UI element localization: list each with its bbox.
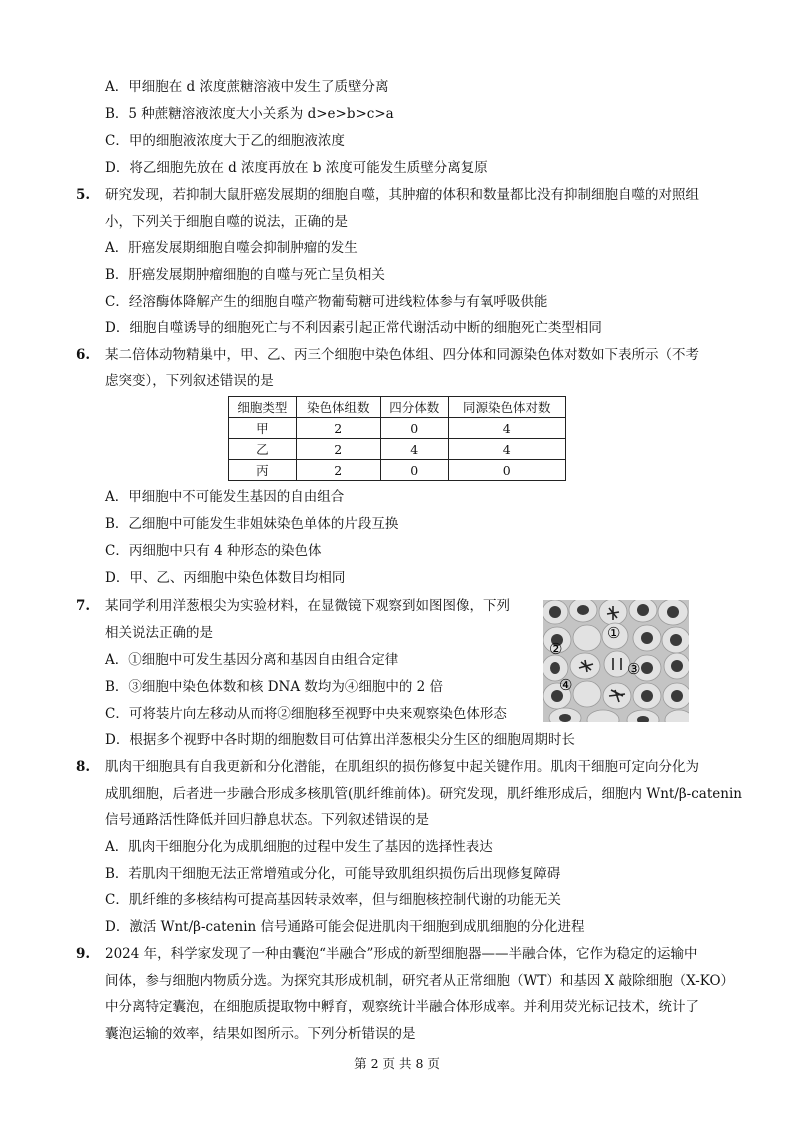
q6-number: 6.	[76, 347, 91, 363]
image-label-1: ①	[607, 624, 621, 642]
q6-option-b: B．乙细胞中可能发生非姐妹染色单体的片段互换	[105, 516, 399, 532]
q5-option-d: D．细胞自噬诱导的细胞死亡与不利因素引起正常代谢活动中断的细胞死亡类型相同	[105, 320, 602, 336]
q6-stem-line: 虑突变），下列叙述错误的是	[105, 373, 274, 389]
q7-stem-line: 相关说法正确的是	[105, 625, 213, 641]
page-number-footer: 第 2 页 共 8 页	[354, 1056, 440, 1071]
q7-option-a: A．①细胞中可发生基因分离和基因自由组合定律	[105, 652, 399, 668]
table-cell: 0	[380, 460, 448, 481]
q6-option-d: D．甲、乙、丙细胞中染色体数目均相同	[105, 570, 346, 586]
q5-stem-line: 小，下列关于细胞自噬的说法，正确的是	[105, 214, 348, 230]
q6-option-a: A．甲细胞中不可能发生基因的自由组合	[105, 489, 345, 505]
q5-option-c: C．经溶酶体降解产生的细胞自噬产物葡萄糖可进线粒体参与有氧呼吸供能	[105, 294, 548, 310]
q7-option-d: D．根据多个视野中各时期的细胞数目可估算出洋葱根尖分生区的细胞周期时长	[105, 732, 575, 748]
q9-stem-line: 间体，参与细胞内物质分选。为探究其形成机制，研究者从正常细胞（WT）和基因 X 敲除细胞（X-KO）	[105, 973, 735, 989]
table-header-cell: 染色体组数	[296, 397, 380, 418]
image-label-4: ④	[559, 676, 573, 694]
q5-number: 5.	[76, 187, 91, 203]
table-cell: 4	[380, 439, 448, 460]
q8-stem-line: 成肌细胞，后者进一步融合形成多核肌管(肌纤维前体)。研究发现，肌纤维形成后，细胞内 Wnt/β-catenin	[105, 786, 742, 802]
q5-option-a: A．肝癌发展期细胞自噬会抑制肿瘤的发生	[105, 240, 358, 256]
table-cell: 2	[296, 460, 380, 481]
image-label-3: ③	[627, 660, 641, 678]
table-cell: 丙	[229, 460, 297, 481]
table-cell: 4	[448, 439, 565, 460]
q8-option-c: C．肌纤维的多核结构可提高基因转录效率，但与细胞核控制代谢的功能无关	[105, 892, 561, 908]
q9-stem-line: 囊泡运输的效率，结果如图所示。下列分析错误的是	[105, 1026, 416, 1042]
q4-option-b: B．5 种蔗糖溶液浓度大小关系为 d>e>b>c>a	[105, 106, 394, 122]
table-cell: 甲	[229, 418, 297, 439]
table-cell: 2	[296, 439, 380, 460]
table-row	[229, 439, 566, 460]
q9-number: 9.	[76, 946, 91, 962]
q8-stem-line: 信号通路活性降低并回归静息状态。下列叙述错误的是	[105, 812, 429, 828]
q7-number: 7.	[76, 598, 91, 614]
table-header-cell: 同源染色体对数	[448, 397, 565, 418]
image-label-2: ②	[549, 640, 563, 658]
table-cell: 乙	[229, 439, 297, 460]
table-row	[229, 418, 566, 439]
q7-option-c: C．可将装片向左移动从而将②细胞移至视野中央来观察染色体形态	[105, 706, 507, 722]
q8-option-d: D．激活 Wnt/β-catenin 信号通路可能会促进肌肉干细胞到成肌细胞的分化进程	[105, 919, 585, 935]
microscope-image	[543, 600, 689, 722]
q4-option-d: D．将乙细胞先放在 d 浓度再放在 b 浓度可能发生质壁分离复原	[105, 160, 488, 176]
table-header-cell: 细胞类型	[229, 397, 297, 418]
q5-stem-line: 研究发现，若抑制大鼠肝癌发展期的细胞自噬，其肿瘤的体积和数量都比没有抑制细胞自噬的对照组	[105, 187, 699, 203]
table-cell: 4	[448, 418, 565, 439]
q5-option-b: B．肝癌发展期肿瘤细胞的自噬与死亡呈负相关	[105, 267, 385, 283]
q8-option-b: B．若肌肉干细胞无法正常增殖或分化，可能导致肌组织损伤后出现修复障碍	[105, 866, 561, 882]
table-header-row	[229, 397, 566, 418]
q8-option-a: A．肌肉干细胞分化为成肌细胞的过程中发生了基因的选择性表达	[105, 839, 493, 855]
table-cell: 0	[380, 418, 448, 439]
q4-option-c: C．甲的细胞液浓度大于乙的细胞液浓度	[105, 133, 345, 149]
q9-stem-line: 中分离特定囊泡，在细胞质提取物中孵育，观察统计半融合体形成率。并利用荧光标记技术，统计了	[105, 999, 699, 1015]
q8-number: 8.	[76, 759, 91, 775]
table-cell: 2	[296, 418, 380, 439]
q6-stem-line: 某二倍体动物精巢中，甲、乙、丙三个细胞中染色体组、四分体和同源染色体对数如下表所示（不考	[105, 347, 699, 363]
q7-option-b: B．③细胞中染色体数和核 DNA 数均为④细胞中的 2 倍	[105, 679, 444, 695]
q6-option-c: C．丙细胞中只有 4 种形态的染色体	[105, 543, 322, 559]
table-cell: 0	[448, 460, 565, 481]
q6-table	[228, 396, 566, 481]
q9-stem-line: 2024 年，科学家发现了一种由囊泡“半融合”形成的新型细胞器——半融合体，它作为稳定的运输中	[105, 946, 698, 962]
cell-micrograph-icon	[543, 600, 689, 722]
q8-stem-line: 肌肉干细胞具有自我更新和分化潜能，在肌组织的损伤修复中起关键作用。肌肉干细胞可定向分化为	[105, 759, 699, 775]
table-row	[229, 460, 566, 481]
table-header-cell: 四分体数	[380, 397, 448, 418]
q4-option-a: A．甲细胞在 d 浓度蔗糖溶液中发生了质壁分离	[105, 79, 389, 95]
q7-stem-line: 某同学利用洋葱根尖为实验材料，在显微镜下观察到如图图像，下列	[105, 598, 510, 614]
